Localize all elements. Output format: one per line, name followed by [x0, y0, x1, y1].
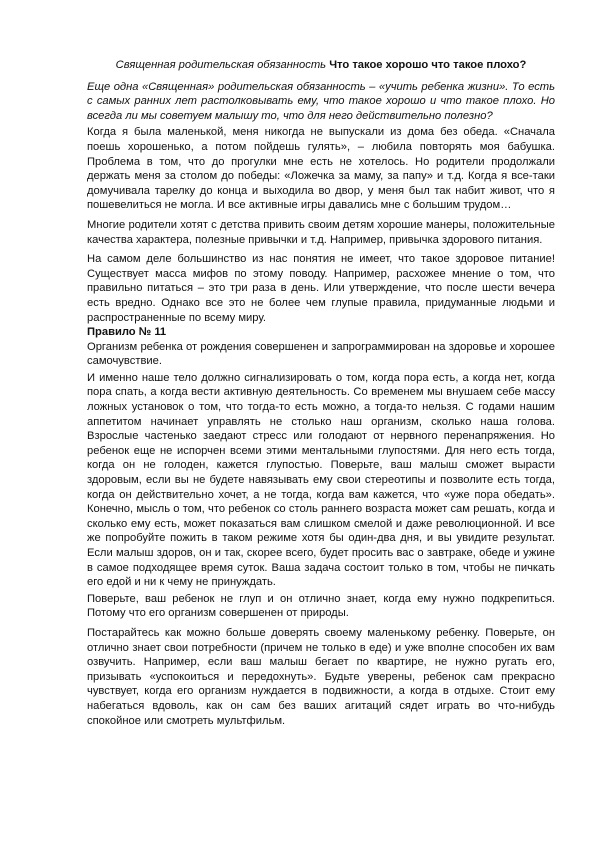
document-page [87, 58, 555, 733]
body-paragraph: Когда я была маленькой, меня никогда не выпускали из дома без обеда. «Сначала поешь хорошенько, а потом пойдешь гулять», – любила повторять моя бабушка. Проблема в том, что до прогулки мне есть не хотелось. Но родители продолжали держать меня за столом до победы: «Ложечка за маму, за папу» и т.д. Когда я все-таки домучивала тарелку до конца и выходила во двор, у меня был так набит живот, что я пошевелиться не могла. И все активные игры давались мне с большим трудом… [87, 126, 555, 212]
body-paragraph: Постарайтесь как можно больше доверять своему маленькому ребенку. Поверьте, он отлично знает свои потребности (причем не только в еде) и уже вполне способен их вам озвучить. Например, если ваш малыш бегает по квартире, не нужно ругать его, призывать «успокоиться и передохнуть». Будьте уверены, ребенок сам прекрасно чувствует, когда его организм нуждается в подвижности, а когда в отдыхе. Стоит ему набегаться вдоволь, как он сам без ваших агитаций сядет играть во что-нибудь спокойное или смотреть мультфильм. [87, 626, 555, 727]
body-paragraph: На самом деле большинство из нас понятия не имеет, что такое здоровое питание! Существует масса мифов по этому поводу. Например, расхожее мнение о том, что правильно питаться – это три раза в день. Или утверждение, что после шести вечера есть вредно. Однако все это не более чем глупые правила, придуманные людьми и распространенные по всему миру. [87, 253, 555, 324]
body-paragraph: Организм ребенка от рождения совершенен и запрограммирован на здоровье и хорошее самочувствие. [87, 340, 555, 368]
body-paragraph: Поверьте, ваш ребенок не глуп и он отлично знает, когда ему нужно подкрепиться. Потому что его организм совершенен от природы. [87, 592, 555, 620]
rule-heading: Правило № 11 [87, 326, 167, 339]
intro-paragraph: Еще одна «Священная» родительская обязанность – «учить ребенка жизни». То есть с самых ранних лет растолковывать ему, что такое хорошо и что такое плохо. Но всегда ли мы советуем малышу то, что для него действительно полезно? [87, 80, 555, 122]
body-paragraph: И именно наше тело должно сигнализировать о том, когда пора есть, а когда нет, когда пора спать, а когда вести активную деятельность. Со временем мы внушаем себе массу ложных установок о том, что тогда-то есть можно, а тогда-то нельзя. С годами нашим аппетитом начинает управлять не столько наш организм, сколько наша голова. Взрослые частенько заедают стресс или голодают от нервного перенапряжения. Но ребенок еще не испорчен всеми этими ментальными глупостями. Для него есть тогда, когда он не голоден, кажется глупостью. Поверьте, ваш малыш сможет вырасти здоровым, если вы не будете навязывать ему свои стереотипы и позволите есть тогда, когда он действительно хочет, а не тогда, когда вам кажется, что «уже пора обедать». Конечно, мысль о том, что ребенок со столь раннего возраста может сам решать, когда и сколько ему есть, может показаться вам слишком смелой и даже революционной. И все же попробуйте пожить в таком режиме хотя бы один-два дня, и вы увидите результат. Если малыш здоров, он и так, скорее всего, будет просить вас о завтраке, обеде и ужине в самое подходящее время суток. Ваша задача состоит только в том, чтобы не пичкать его едой и ни к чему не принуждать. [87, 371, 555, 589]
title-bold-part: Что такое хорошо что такое плохо? [329, 59, 527, 71]
body-paragraph: Многие родители хотят с детства привить своим детям хорошие манеры, положительные качества характера, полезные привычки и т.д. Например, привычка здорового питания. [87, 218, 555, 246]
title-italic-part: Священная родительская обязанность [115, 59, 327, 71]
document-title [87, 58, 555, 73]
